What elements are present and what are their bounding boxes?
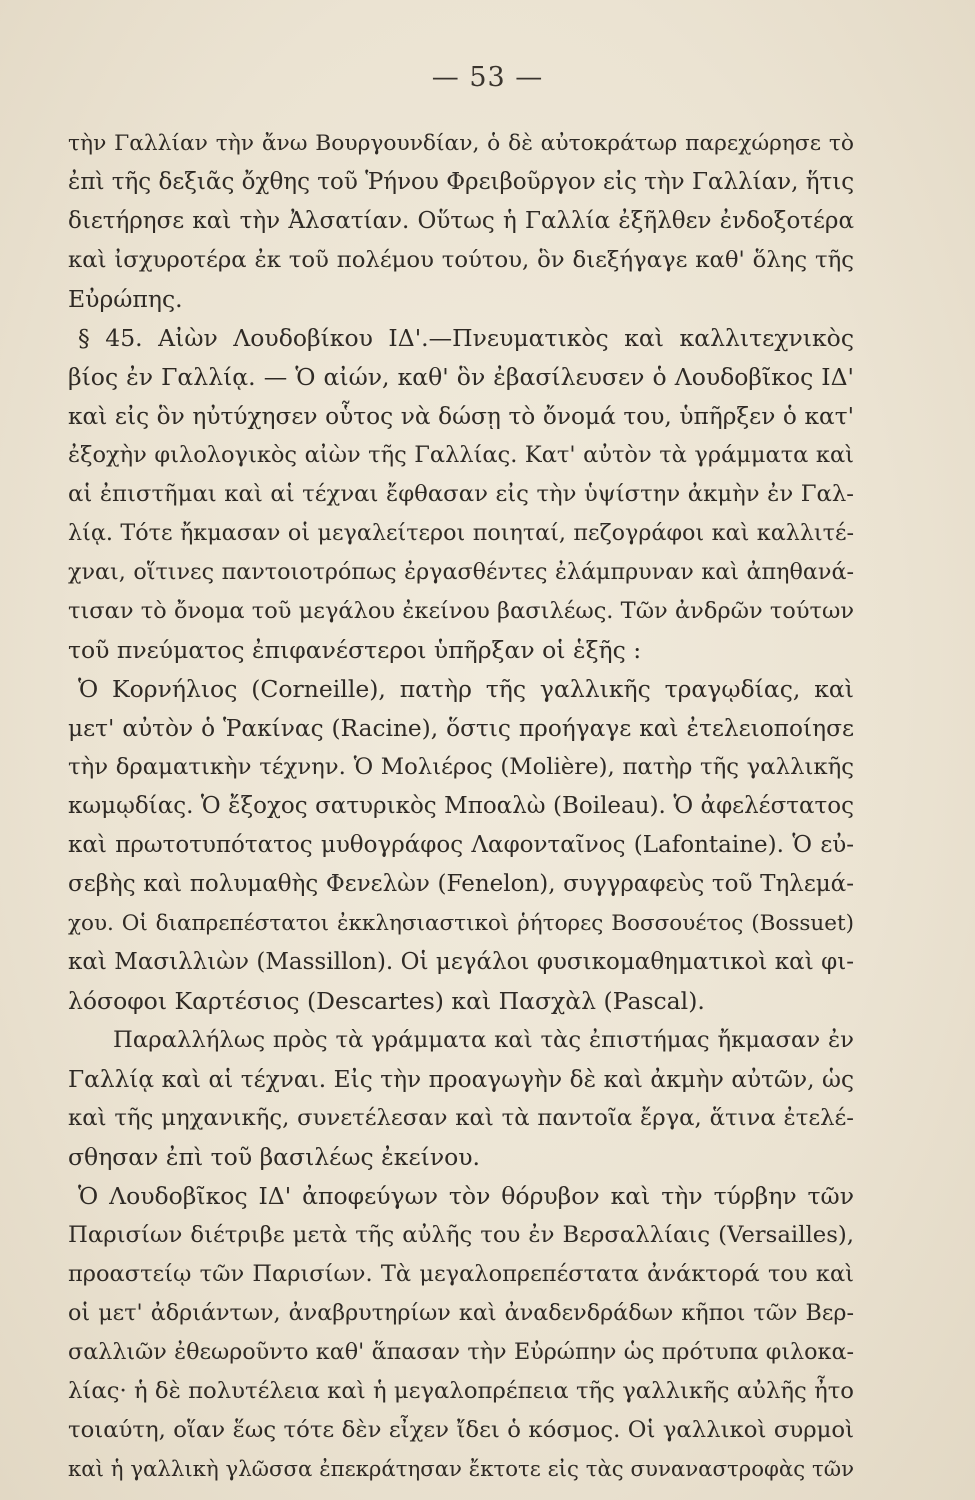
- text-line: τοῦ πνεύματος ἐπιφανέστεροι ὑπῆρξαν οἱ ἑξῆς :: [68, 636, 642, 664]
- text-line: Γαλλίᾳ καὶ αἱ τέχναι. Εἰς τὴν προαγωγὴν δὲ καὶ ἀκμὴν αὐτῶν, ὡς: [68, 1066, 854, 1093]
- text-line: λόσοφοι Καρτέσιος (Descartes) καὶ Πασχὰλ (Pascal).: [68, 987, 705, 1015]
- text-line: καὶ πρωτοτυπότατος μυθογράφος Λαφονταῖνος (Lafontaine). Ὁ εὐ-: [68, 832, 854, 858]
- text-line: λίας· ἡ δὲ πολυτέλεια καὶ ἡ μεγαλοπρέπεια τῆς γαλλικῆς αὐλῆς ἦτο: [68, 1378, 854, 1404]
- text-line: αἱ ἐπιστῆμαι καὶ αἱ τέχναι ἔφθασαν εἰς τὴν ὑψίστην ἀκμὴν ἐν Γαλ-: [68, 481, 854, 507]
- text-line: βίος ἐν Γαλλίᾳ. — Ὁ αἰών, καθ' ὃν ἐβασίλευσεν ὁ Λουδοβῖκος ΙΔ': [68, 363, 854, 391]
- text-line: προαστείῳ τῶν Παρισίων. Τὰ μεγαλοπρεπέστατα ἀνάκτορά του καὶ: [68, 1261, 854, 1287]
- text-line: τὴν δραματικὴν τέχνην. Ὁ Μολιέρος (Molière), πατὴρ τῆς γαλλικῆς: [68, 754, 854, 780]
- text-line: Ὁ Λουδοβῖκος ΙΔ' ἀποφεύγων τὸν θόρυβον καὶ τὴν τύρβην τῶν: [78, 1182, 854, 1210]
- text-line: καὶ Μασιλλιὼν (Massillon). Οἱ μεγάλοι φυσικομαθηματικοὶ καὶ φι-: [68, 949, 854, 975]
- text-line: καὶ εἰς ὃν ηὐτύχησεν οὗτος νὰ δώσῃ τὸ ὄνομά του, ὑπῆρξεν ὁ κατ': [68, 403, 854, 430]
- text-line: κωμῳδίας. Ὁ ἔξοχος σατυρικὸς Μποαλὼ (Boileau). Ὁ ἀφελέστατος: [68, 793, 854, 819]
- text-line: τοιαύτη, οἵαν ἕως τότε δὲν εἶχεν ἴδει ὁ κόσμος. Οἱ γαλλικοὶ συρμοὶ: [68, 1417, 854, 1443]
- body-text: [68, 124, 854, 1489]
- page-number: — 53 —: [431, 62, 544, 93]
- text-line: οἱ μετ' ἀδριάντων, ἀναβρυτηρίων καὶ ἀναδενδράδων κῆποι τῶν Βερ-: [68, 1300, 854, 1326]
- text-line: Εὐρώπης.: [68, 285, 183, 313]
- text-line: ἐπὶ τῆς δεξιᾶς ὄχθης τοῦ Ῥήνου Φρειβοῦργον εἰς τὴν Γαλλίαν, ἥτις: [68, 169, 855, 195]
- text-line: καὶ ἰσχυροτέρα ἐκ τοῦ πολέμου τούτου, ὃν διεξήγαγε καθ' ὅλης τῆς: [68, 247, 854, 273]
- text-line: Παρισίων διέτριβε μετὰ τῆς αὐλῆς του ἐν Βερσαλλίαις (Versailles),: [68, 1222, 854, 1248]
- text-line: τὴν Γαλλίαν τὴν ἄνω Βουργουνδίαν, ὁ δὲ αὐτοκράτωρ παρεχώρησε τὸ: [68, 131, 854, 156]
- text-line: Ὁ Κορνήλιος (Corneille), πατὴρ τῆς γαλλικῆς τραγῳδίας, καὶ: [78, 675, 854, 703]
- text-line: σθησαν ἐπὶ τοῦ βασιλέως ἐκείνου.: [68, 1143, 481, 1171]
- text-line: λίᾳ. Τότε ἤκμασαν οἱ μεγαλείτεροι ποιηταί, πεζογράφοι καὶ καλλιτέ-: [68, 520, 854, 546]
- text-line: ἐξοχὴν φιλολογικὸς αἰὼν τῆς Γαλλίας. Κατ' αὐτὸν τὰ γράμματα καὶ: [68, 442, 854, 468]
- text-line: § 45. Αἰὼν Λουδοβίκου ΙΔ'.—Πνευματικὸς καὶ καλλιτεχνικὸς: [78, 324, 854, 352]
- text-line: χου. Οἱ διαπρεπέστατοι ἐκκλησιαστικοὶ ῥήτορες Βοσσουέτος (Bossuet): [68, 911, 854, 936]
- text-line: χναι, οἵτινες παντοιοτρόπως ἐργασθέντες ἐλάμπρυναν καὶ ἀπηθανά-: [68, 559, 854, 585]
- text-line: τισαν τὸ ὄνομα τοῦ μεγάλου ἐκείνου βασιλέως. Τῶν ἀνδρῶν τούτων: [68, 598, 854, 624]
- text-line: μετ' αὐτὸν ὁ Ῥακίνας (Racine), ὅστις προήγαγε καὶ ἐτελειοποίησε: [68, 715, 854, 742]
- text-line: καὶ ἡ γαλλικὴ γλῶσσα ἐπεκράτησαν ἔκτοτε εἰς τὰς συναναστροφὰς τῶν: [68, 1457, 854, 1482]
- text-line: σαλλιῶν ἐθεωροῦντο καθ' ἅπασαν τὴν Εὐρώπην ὡς πρότυπα φιλοκα-: [68, 1339, 854, 1365]
- text-line: Παραλλήλως πρὸς τὰ γράμματα καὶ τὰς ἐπιστήμας ἤκμασαν ἐν: [113, 1027, 854, 1053]
- text-line: σεβὴς καὶ πολυμαθὴς Φενελὼν (Fenelon), συγγραφεὺς τοῦ Τηλεμά-: [68, 871, 854, 897]
- text-line: διετήρησε καὶ τὴν Ἀλσατίαν. Οὕτως ἡ Γαλλία ἐξῆλθεν ἐνδοξοτέρα: [68, 208, 854, 234]
- text-line: καὶ τῆς μηχανικῆς, συνετέλεσαν καὶ τὰ παντοῖα ἔργα, ἅτινα ἐτελέ-: [68, 1105, 854, 1131]
